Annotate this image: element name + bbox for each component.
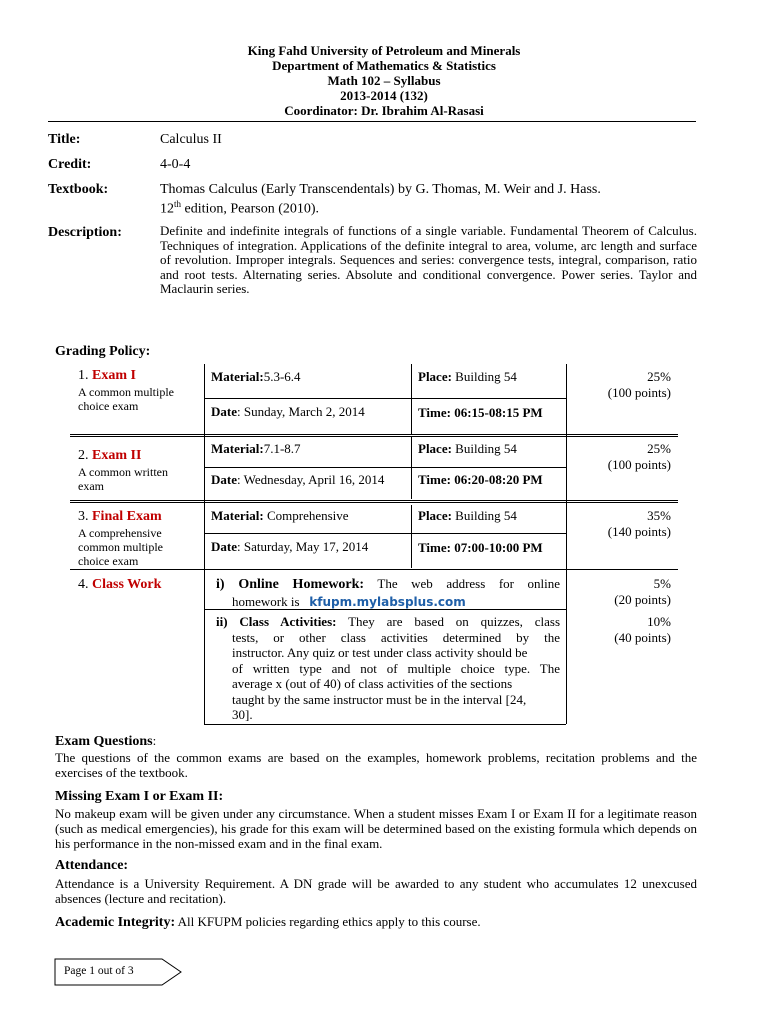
- attendance-text: Attendance is a University Requirement. A DN grade will be awarded to any student who accumulates 12 unexcused absences (lecture and recitation).: [55, 876, 697, 906]
- exam2-name-cell: 2. Exam II A common written exam: [78, 448, 168, 493]
- title-value: Calculus II: [160, 132, 222, 147]
- exam-questions-text: The questions of the common exams are based on the examples, homework problems, recitation problems and the exercises of the textbook.: [55, 750, 697, 780]
- exam1-name: Exam I: [92, 368, 136, 383]
- title-label: Title:: [48, 132, 81, 147]
- coordinator: Coordinator: Dr. Ibrahim Al-Rasasi: [284, 103, 484, 118]
- credit-label: Credit:: [48, 157, 92, 172]
- exam2-material: Material:7.1-8.7: [211, 441, 301, 456]
- table-col-line-1: [204, 364, 205, 724]
- missing-exam-title: Missing Exam I or Exam II:: [55, 789, 224, 804]
- classwork-name-cell: 4. Class Work: [78, 577, 162, 592]
- exam3-material: Material: Comprehensive: [211, 508, 349, 523]
- exam1-date: Date: Sunday, March 2, 2014: [211, 404, 365, 419]
- exam3-name: Final Exam: [92, 509, 162, 524]
- exam1-time: Time: 06:15-08:15 PM: [418, 405, 543, 420]
- exam3-name-cell: 3. Final Exam A comprehensive common multiple choice exam: [78, 509, 163, 568]
- activities-weight: 10% (40 points): [614, 614, 671, 645]
- exam2-bottom-rule: [70, 500, 678, 503]
- academic-integrity: Academic Integrity: All KFUPM policies regarding ethics apply to this course.: [55, 914, 481, 930]
- exam2-row-divider: [204, 467, 566, 468]
- exam2-date: Date: Wednesday, April 16, 2014: [211, 472, 385, 487]
- document-header: [0, 43, 768, 118]
- academic-term: 2013-2014 (132): [340, 88, 428, 103]
- exam1-place: Place: Building 54: [418, 369, 517, 384]
- page-indicator-label: Page 1 out of 3: [64, 965, 134, 977]
- classwork-bottom-rule: [204, 724, 566, 725]
- class-activities: ii) Class Activities: They are based on quizzes, class tests, or other class activities determined by the instructor. Any quiz or test under class activity should be of written type and not of multiple choice type. The average x (out of 40) of class activities of the sections taught by the same instructor must be in the interval [24, 30].: [216, 614, 560, 722]
- description-label: Description:: [48, 225, 122, 240]
- exam-questions-title: Exam Questions:: [55, 733, 157, 749]
- exam2-weight: 25% (100 points): [607, 441, 671, 472]
- exam3-place: Place: Building 54: [418, 508, 517, 523]
- homework-link[interactable]: kfupm.mylabsplus.com: [309, 594, 466, 609]
- department-name: Department of Mathematics & Statistics: [272, 58, 496, 73]
- university-name: King Fahd University of Petroleum and Minerals: [247, 43, 521, 58]
- exam3-time: Time: 07:00-10:00 PM: [418, 540, 543, 555]
- exam1-bottom-rule: [70, 434, 678, 437]
- credit-value: 4-0-4: [160, 157, 191, 172]
- description-text: Definite and indefinite integrals of functions of a single variable. Fundamental Theorem of Calculus. Techniques of integration. Applications of the definite integral to area, volume, arc length and surface of revolution. Improper integrals. Sequences and series: convergence tests, integral, comparison, ratio and root tests. Alternating series. Absolute and conditional convergence. Power series. Taylor and Maclaurin series.: [160, 223, 697, 296]
- attendance-title: Attendance:: [55, 858, 129, 873]
- exam2-name: Exam II: [92, 448, 142, 463]
- exam1-row-divider: [204, 398, 566, 399]
- exam1-weight: 25% (100 points): [607, 369, 671, 400]
- textbook-label: Textbook:: [48, 182, 109, 197]
- grading-policy-title: Grading Policy:: [55, 344, 151, 359]
- course-syllabus-title: Math 102 – Syllabus: [327, 73, 441, 88]
- exam2-place: Place: Building 54: [418, 441, 517, 456]
- homework-weight: 5% (20 points): [614, 576, 671, 607]
- table-col-line-3: [566, 364, 567, 724]
- exam3-bottom-rule: [70, 569, 678, 570]
- table-col-line-2b: [411, 437, 412, 499]
- exam3-row-divider: [204, 533, 566, 534]
- missing-exam-text: No makeup exam will be given under any circumstance. When a student misses Exam I or Exam II for a legitimate reason (such as medical emergencies), his grade for this exam will be determined based on the existing formula which depends on his performance in the non-missed exam and in the final exam.: [55, 806, 697, 851]
- header-divider: [48, 121, 696, 122]
- exam3-date: Date: Saturday, May 17, 2014: [211, 539, 369, 554]
- exam2-time: Time: 06:20-08:20 PM: [418, 472, 543, 487]
- exam3-weight: 35% (140 points): [607, 508, 671, 539]
- online-homework: i) Online Homework: The web address for online homework is kfupm.mylabsplus.com: [216, 576, 561, 609]
- classwork-name: Class Work: [92, 577, 162, 592]
- exam1-name-cell: 1. Exam I A common multiple choice exam: [78, 368, 174, 413]
- table-col-line-2c: [411, 505, 412, 568]
- textbook-value: Thomas Calculus (Early Transcendentals) by G. Thomas, M. Weir and J. Hass. 12th edition, Pearson (2010).: [160, 182, 601, 217]
- table-col-line-2a: [411, 364, 412, 435]
- exam1-material: Material:5.3-6.4: [211, 369, 301, 384]
